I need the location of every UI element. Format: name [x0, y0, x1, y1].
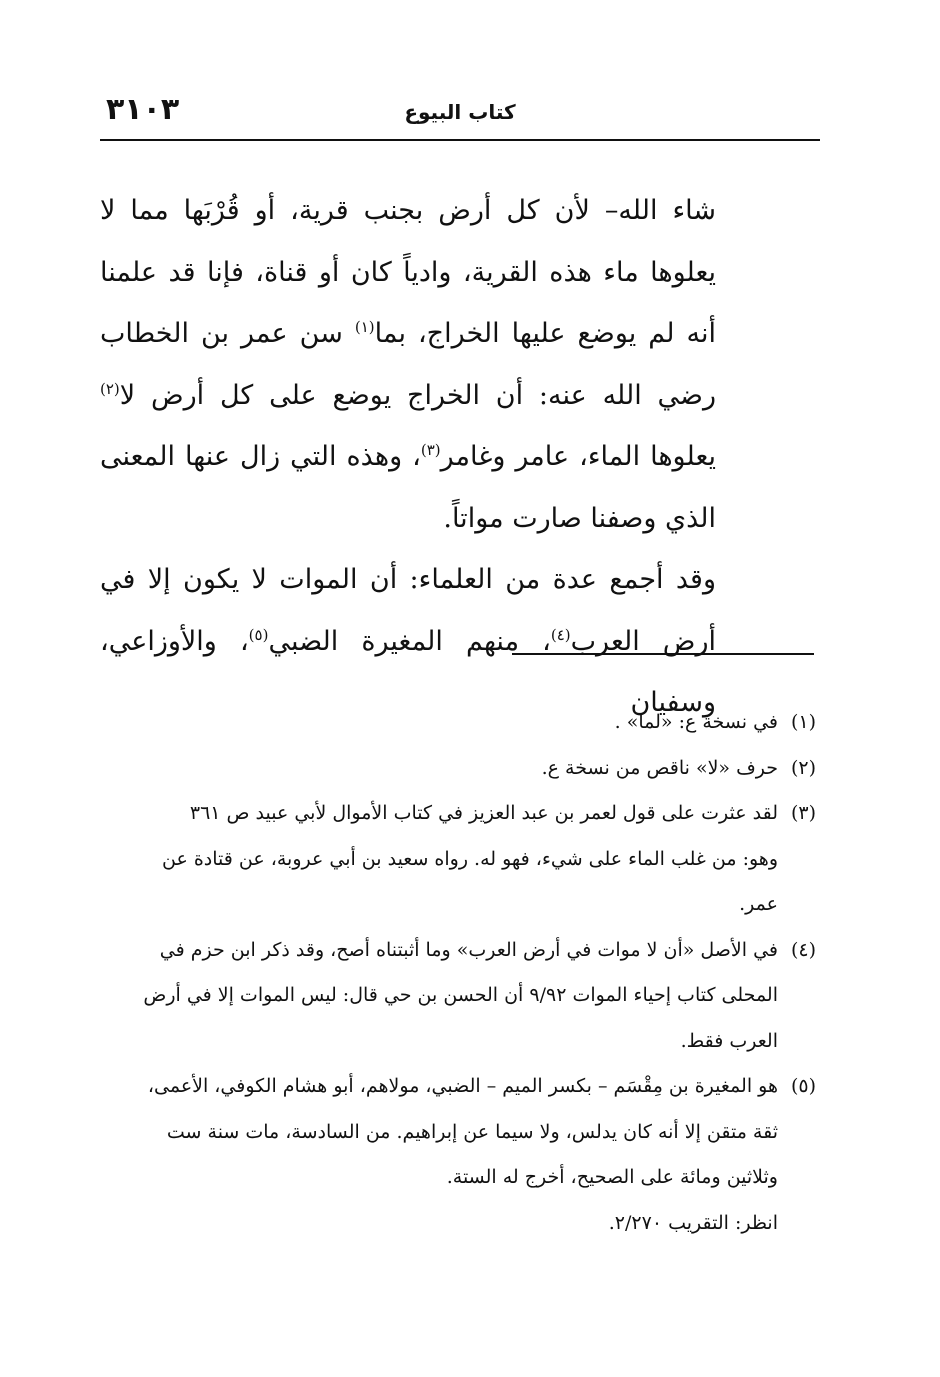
footnote-line: عمر. — [739, 893, 778, 915]
footnote-ref-4: (٤) — [550, 625, 571, 644]
footnote-number: (٣) — [790, 802, 816, 824]
footnote-line: لقد عثرت على قول لعمر بن عبد العزيز في كتاب الأموال لأبي عبيد ص ٣٦١ — [189, 802, 778, 824]
paragraph-2-part-1: وقد أجمع عدة من العلماء: أن الموات لا يكون إلا في أرض العرب — [100, 564, 716, 657]
footnote-number: (٥) — [790, 1075, 816, 1097]
footnote-number: (١) — [790, 711, 816, 733]
footnote-number: (٤) — [790, 938, 816, 961]
footnote-ref-5: (٥) — [248, 625, 269, 644]
footnote-3 — [100, 791, 816, 928]
page-number: ٣١٠٣ — [106, 92, 180, 127]
main-text — [100, 180, 716, 734]
paragraph-1-part-1: شاء الله– لأن كل أرض بجنب قرية، أو قُرْبَها مما لا يعلوها ماء هذه القرية، وادياً كان أو قناة، فإنا قد علمنا أنه لم يوضع عليها الخراج، بما — [100, 195, 716, 349]
footnote-line: المحلى كتاب إحياء الموات ٩/٩٢ أن الحسن بن حي قال: ليس الموات إلا في أرض — [143, 984, 778, 1006]
header-rule — [100, 139, 820, 141]
footnote-ref-3: (٣) — [420, 441, 441, 459]
footnote-line: العرب فقط. — [680, 1029, 778, 1052]
running-head: كتاب البيوع — [404, 100, 516, 124]
paragraph-1 — [100, 180, 716, 549]
footnote-5 — [100, 1064, 816, 1246]
footnote-line: ثقة متقن إلا أنه كان يدلس، ولا سيما عن إبراهيم. من السادسة، مات سنة ست — [166, 1120, 778, 1143]
paragraph-1-part-2: سن عمر بن الخطاب رضي الله عنه: أن الخراج يوضع على كل أرض لا — [100, 318, 716, 411]
footnote-2 — [100, 746, 816, 792]
footnote-line: في الأصل «أن لا موات في أرض العرب» وما أثبتناه أصح، وقد ذكر ابن حزم في — [159, 938, 778, 961]
footnote-line: وثلاثين ومائة على الصحيح، أخرج له الستة. — [446, 1166, 778, 1188]
page-header — [100, 88, 820, 136]
footnote-line: في نسخة ع: «لما» . — [614, 711, 778, 733]
footnote-line: انظر: التقريب ٢/٢٧٠. — [608, 1211, 778, 1234]
footnote-4 — [100, 928, 816, 1065]
paragraph-2-part-2: ، منهم المغيرة الضبي — [268, 625, 551, 657]
footnote-separator — [512, 653, 814, 655]
footnotes — [100, 700, 816, 1246]
footnote-line: وهو: من غلب الماء على شيء، فهو له. رواه سعيد بن أبي عروبة، عن قتادة عن — [161, 847, 778, 870]
footnote-line: هو المغيرة بن مِقْسَم – بكسر الميم – الضبي، مولاهم، أبو هشام الكوفي، الأعمى، — [147, 1075, 778, 1097]
footnote-ref-2: (٢) — [100, 379, 120, 398]
paragraph-1-part-3: يعلوها الماء، عامر وغامر — [440, 441, 716, 472]
footnote-ref-1: (١) — [354, 318, 375, 336]
footnote-number: (٢) — [790, 756, 816, 779]
paragraph-1-part-4: ، وهذه التي زال عنها المعنى الذي وصفنا صارت مواتاً. — [100, 441, 716, 534]
footnote-line: حرف «لا» ناقص من نسخة ع. — [541, 756, 778, 779]
paragraph-2-part-3: ، والأوزاعي، وسفيان — [100, 625, 716, 718]
footnote-1 — [100, 700, 816, 746]
